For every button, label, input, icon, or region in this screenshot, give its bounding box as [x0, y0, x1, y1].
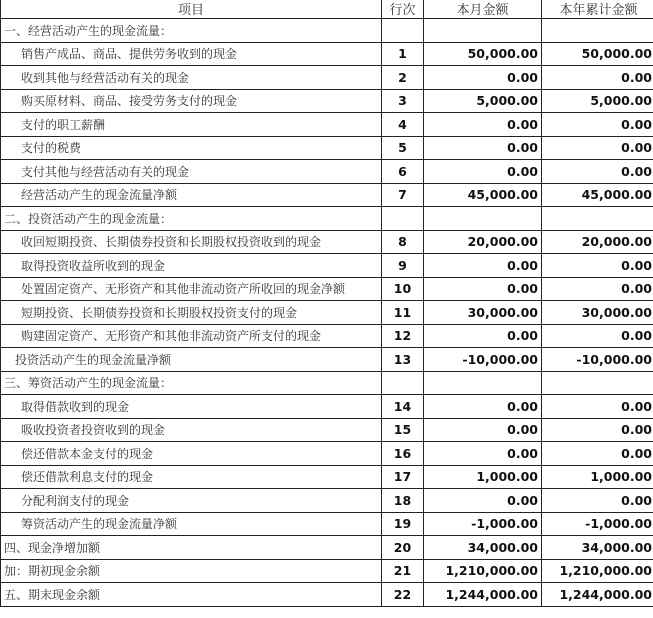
row-year-amount: 30,000.00 [542, 301, 653, 325]
row-year-amount: 0.00 [542, 489, 653, 513]
row-month-amount: 0.00 [424, 277, 542, 301]
table-row [1, 583, 653, 607]
row-year-amount: 45,000.00 [542, 183, 653, 207]
row-month-amount: 0.00 [424, 395, 542, 419]
table-row [1, 254, 653, 278]
row-label: 处置固定资产、无形资产和其他非流动资产所收回的现金净额 [1, 277, 382, 301]
row-label: 四、现金净增加额 [1, 536, 382, 560]
row-label: 购买原材料、商品、接受劳务支付的现金 [1, 89, 382, 113]
table-row [1, 536, 653, 560]
row-month-amount: 0.00 [424, 136, 542, 160]
row-line-number: 16 [382, 442, 424, 466]
table-row [1, 42, 653, 66]
row-year-amount: 0.00 [542, 160, 653, 184]
row-label: 投资活动产生的现金流量净额 [1, 348, 382, 372]
row-month-amount: 0.00 [424, 160, 542, 184]
row-line-number: 3 [382, 89, 424, 113]
row-line-number [382, 371, 424, 395]
row-year-amount: 20,000.00 [542, 230, 653, 254]
row-label: 偿还借款本金支付的现金 [1, 442, 382, 466]
row-label: 取得投资收益所收到的现金 [1, 254, 382, 278]
row-line-number: 4 [382, 113, 424, 137]
table-row [1, 66, 653, 90]
row-month-amount: 30,000.00 [424, 301, 542, 325]
row-month-amount: 0.00 [424, 418, 542, 442]
row-month-amount: 0.00 [424, 254, 542, 278]
row-line-number: 13 [382, 348, 424, 372]
row-month-amount [424, 207, 542, 231]
row-label: 支付的税费 [1, 136, 382, 160]
table-row [1, 348, 653, 372]
row-year-amount [542, 371, 653, 395]
row-label: 取得借款收到的现金 [1, 395, 382, 419]
row-month-amount: 34,000.00 [424, 536, 542, 560]
row-label: 支付其他与经营活动有关的现金 [1, 160, 382, 184]
header-item: 项目 [1, 0, 382, 19]
row-year-amount: 1,000.00 [542, 465, 653, 489]
table-row [1, 89, 653, 113]
row-month-amount: 0.00 [424, 66, 542, 90]
row-year-amount [542, 207, 653, 231]
row-year-amount: 0.00 [542, 136, 653, 160]
row-year-amount: -1,000.00 [542, 512, 653, 536]
row-year-amount: -10,000.00 [542, 348, 653, 372]
row-month-amount: 1,000.00 [424, 465, 542, 489]
row-month-amount: -1,000.00 [424, 512, 542, 536]
header-row [1, 0, 653, 19]
row-label: 销售产成品、商品、提供劳务收到的现金 [1, 42, 382, 66]
row-line-number: 9 [382, 254, 424, 278]
row-year-amount [542, 19, 653, 43]
row-label: 加：期初现金余额 [1, 559, 382, 583]
row-line-number: 18 [382, 489, 424, 513]
row-line-number: 20 [382, 536, 424, 560]
row-year-amount: 0.00 [542, 418, 653, 442]
table-row [1, 465, 653, 489]
row-line-number: 7 [382, 183, 424, 207]
row-month-amount [424, 371, 542, 395]
row-month-amount: 0.00 [424, 442, 542, 466]
table-row [1, 418, 653, 442]
row-line-number [382, 207, 424, 231]
row-month-amount: 1,244,000.00 [424, 583, 542, 607]
row-month-amount: 0.00 [424, 113, 542, 137]
table-row [1, 559, 653, 583]
row-line-number: 8 [382, 230, 424, 254]
table-row [1, 160, 653, 184]
row-month-amount [424, 19, 542, 43]
row-year-amount: 50,000.00 [542, 42, 653, 66]
row-label: 购建固定资产、无形资产和其他非流动资产所支付的现金 [1, 324, 382, 348]
row-year-amount: 34,000.00 [542, 536, 653, 560]
row-month-amount: 45,000.00 [424, 183, 542, 207]
row-line-number: 22 [382, 583, 424, 607]
row-year-amount: 1,210,000.00 [542, 559, 653, 583]
table-row [1, 512, 653, 536]
row-label: 二、投资活动产生的现金流量： [1, 207, 382, 231]
row-line-number: 11 [382, 301, 424, 325]
row-line-number: 17 [382, 465, 424, 489]
row-label: 收回短期投资、长期债券投资和长期股权投资收到的现金 [1, 230, 382, 254]
row-year-amount: 0.00 [542, 442, 653, 466]
row-line-number: 6 [382, 160, 424, 184]
row-label: 筹资活动产生的现金流量净额 [1, 512, 382, 536]
table-row [1, 277, 653, 301]
row-year-amount: 0.00 [542, 277, 653, 301]
row-line-number: 5 [382, 136, 424, 160]
row-month-amount: 0.00 [424, 489, 542, 513]
row-label: 吸收投资者投资收到的现金 [1, 418, 382, 442]
table-row [1, 183, 653, 207]
row-month-amount: 5,000.00 [424, 89, 542, 113]
row-label: 分配利润支付的现金 [1, 489, 382, 513]
row-line-number: 2 [382, 66, 424, 90]
row-month-amount: 20,000.00 [424, 230, 542, 254]
row-month-amount: 50,000.00 [424, 42, 542, 66]
table-row [1, 324, 653, 348]
row-label: 三、筹资活动产生的现金流量： [1, 371, 382, 395]
table-row [1, 230, 653, 254]
row-year-amount: 0.00 [542, 113, 653, 137]
row-line-number: 10 [382, 277, 424, 301]
row-year-amount: 0.00 [542, 324, 653, 348]
row-line-number: 14 [382, 395, 424, 419]
row-year-amount: 0.00 [542, 395, 653, 419]
table-row [1, 136, 653, 160]
row-line-number: 1 [382, 42, 424, 66]
row-year-amount: 1,244,000.00 [542, 583, 653, 607]
row-month-amount: -10,000.00 [424, 348, 542, 372]
row-year-amount: 0.00 [542, 254, 653, 278]
row-label: 收到其他与经营活动有关的现金 [1, 66, 382, 90]
row-month-amount: 0.00 [424, 324, 542, 348]
row-label: 偿还借款利息支付的现金 [1, 465, 382, 489]
row-label: 短期投资、长期债券投资和长期股权投资支付的现金 [1, 301, 382, 325]
header-year: 本年累计金额 [542, 0, 653, 19]
row-line-number: 15 [382, 418, 424, 442]
header-month: 本月金额 [424, 0, 542, 19]
row-month-amount: 1,210,000.00 [424, 559, 542, 583]
row-year-amount: 0.00 [542, 66, 653, 90]
row-line-number: 12 [382, 324, 424, 348]
table-row [1, 395, 653, 419]
row-line-number [382, 19, 424, 43]
row-line-number: 21 [382, 559, 424, 583]
table-row [1, 113, 653, 137]
table-row [1, 442, 653, 466]
table-row [1, 489, 653, 513]
row-label: 五、期末现金余额 [1, 583, 382, 607]
row-label: 支付的职工薪酬 [1, 113, 382, 137]
section-row [1, 207, 653, 231]
row-line-number: 19 [382, 512, 424, 536]
row-label: 一、经营活动产生的现金流量： [1, 19, 382, 43]
header-line: 行次 [382, 0, 424, 19]
row-year-amount: 5,000.00 [542, 89, 653, 113]
table-row [1, 301, 653, 325]
section-row [1, 19, 653, 43]
section-row [1, 371, 653, 395]
row-label: 经营活动产生的现金流量净额 [1, 183, 382, 207]
